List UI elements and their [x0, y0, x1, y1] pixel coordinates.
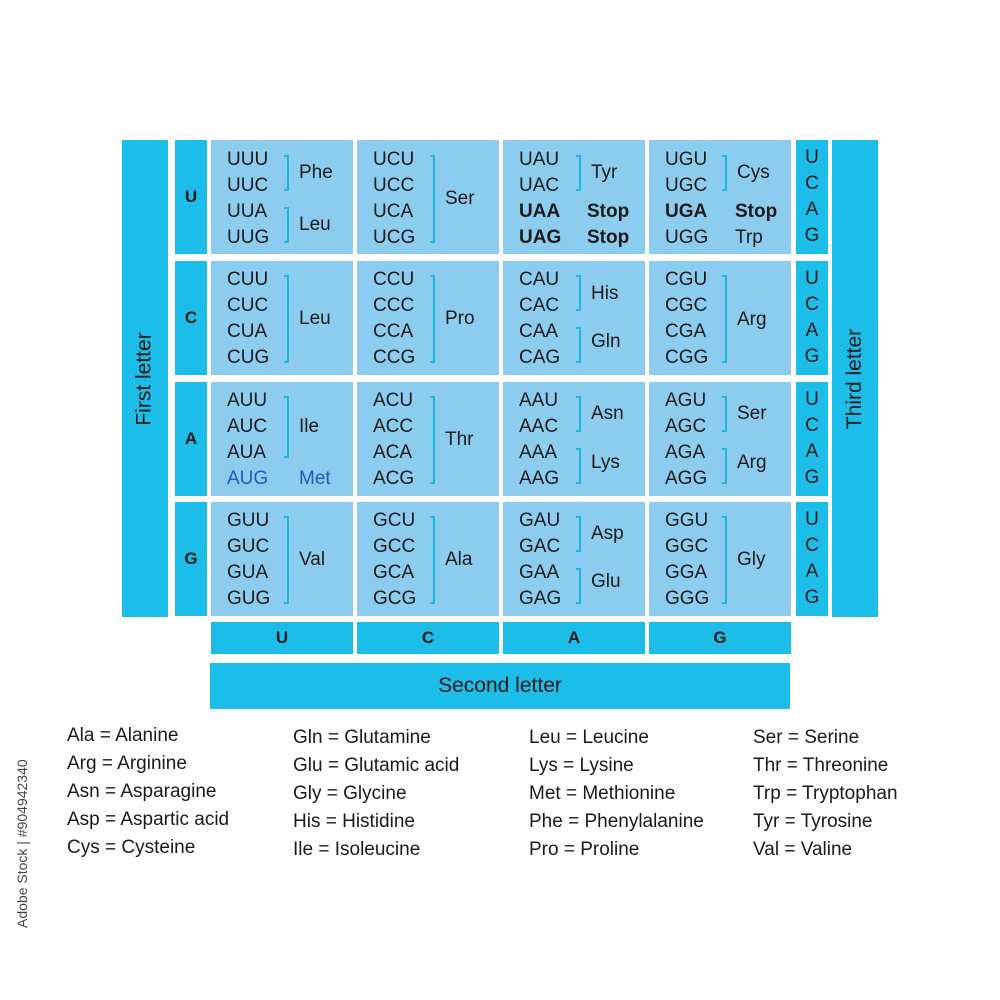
codon: GUG [227, 588, 271, 609]
codon: AGC [665, 416, 707, 437]
amino-acid: Arg [737, 309, 767, 330]
second-letter-g: G [649, 622, 791, 654]
codon: CAC [519, 295, 560, 316]
amino-acid: Ser [737, 403, 767, 424]
third-letter: A [805, 441, 819, 462]
codon: GAA [519, 562, 560, 583]
codon: UAC [519, 175, 560, 196]
bracket [284, 275, 289, 363]
codon-cell-uc [357, 140, 499, 254]
codon-cell-ga [503, 502, 645, 616]
bracket [576, 155, 581, 191]
stop-codon: UAG [519, 227, 562, 248]
stop-label: Stop [587, 227, 630, 248]
first-letter-u: U [175, 140, 207, 254]
legend-item: Val = Valine [753, 839, 853, 860]
codon-cell-gu [211, 502, 353, 616]
codon: UGU [665, 149, 708, 170]
legend-item: Asn = Asparagine [67, 781, 217, 802]
codon: AUA [227, 442, 267, 463]
legend-column-4 [753, 724, 898, 864]
amino-acid: Leu [299, 214, 331, 235]
codon: GGC [665, 536, 709, 557]
start-codon: AUG [227, 468, 269, 489]
codon: UUA [227, 201, 268, 222]
bracket [430, 396, 435, 484]
codon: ACA [373, 442, 413, 463]
codon: GCU [373, 510, 416, 531]
first-letter-bar [122, 140, 168, 617]
codon: AGA [665, 442, 706, 463]
codon: UGC [665, 175, 708, 196]
bracket [284, 516, 289, 604]
bracket [284, 396, 289, 458]
codon: ACC [373, 416, 414, 437]
legend-item: Thr = Threonine [753, 755, 889, 776]
amino-acid: Ile [299, 416, 320, 437]
legend-item: Trp = Tryptophan [753, 783, 898, 804]
amino-acid: Tyr [591, 162, 618, 183]
third-letter: G [804, 587, 820, 608]
amino-acid: Trp [735, 227, 763, 248]
second-letter-bar [210, 663, 790, 709]
codon: GAG [519, 588, 562, 609]
amino-acid: Asn [591, 403, 624, 424]
bracket [576, 568, 581, 604]
third-letter: C [805, 294, 819, 315]
codon: CCC [373, 295, 415, 316]
legend-item: Pro = Proline [529, 839, 640, 860]
bracket [576, 516, 581, 552]
codon-cell-ac [357, 382, 499, 496]
amino-acid: Lys [591, 452, 620, 473]
codon: CGA [665, 321, 707, 342]
legend-item: Cys = Cysteine [67, 837, 196, 858]
legend-column-3 [529, 724, 704, 864]
codon: UCG [373, 227, 416, 248]
codon: AAA [519, 442, 558, 463]
third-letter: A [805, 320, 819, 341]
legend-item: His = Histidine [293, 811, 415, 832]
bracket [722, 516, 727, 604]
bracket [576, 448, 581, 484]
bracket [430, 275, 435, 363]
amino-acid: Gly [737, 549, 766, 570]
codon: GUU [227, 510, 270, 531]
bracket [722, 155, 727, 191]
codon-cell-cu [211, 261, 353, 375]
codon: AGU [665, 390, 707, 411]
first-letter-a: A [175, 382, 207, 496]
codon-cell-ug [649, 140, 791, 254]
codon: UUG [227, 227, 270, 248]
codon-cell-aa [503, 382, 645, 496]
third-letter: C [805, 535, 819, 556]
codon: AAU [519, 390, 559, 411]
codon: UAU [519, 149, 560, 170]
codon: AAG [519, 468, 560, 489]
codon: CCA [373, 321, 414, 342]
codon-cell-gc [357, 502, 499, 616]
codon: GAU [519, 510, 561, 531]
third-letter: U [805, 268, 819, 289]
codon: AGG [665, 468, 708, 489]
codon: UUU [227, 149, 269, 170]
third-letter: A [805, 561, 819, 582]
amino-acid: Thr [445, 429, 474, 450]
codon: CAU [519, 269, 560, 290]
legend-item: Arg = Arginine [67, 753, 187, 774]
amino-acid: Ala [445, 549, 473, 570]
codon-cell-ua [503, 140, 645, 254]
third-letter-label: Third letter [843, 328, 866, 429]
codon: GAC [519, 536, 561, 557]
third-letter: U [805, 147, 819, 168]
third-letters-a [796, 382, 828, 496]
amino-acid: Asp [591, 523, 624, 544]
amino-acid: Cys [737, 162, 770, 183]
codon: GCA [373, 562, 415, 583]
legend-item: Asp = Aspartic acid [67, 809, 230, 830]
codon: AAC [519, 416, 559, 437]
codon: CGG [665, 347, 709, 368]
third-letter: A [805, 199, 819, 220]
codon: UCC [373, 175, 415, 196]
codon: GCG [373, 588, 417, 609]
codon: AUU [227, 390, 268, 411]
codon: AUC [227, 416, 268, 437]
codon: GUC [227, 536, 270, 557]
bracket [284, 207, 289, 243]
amino-acid: Phe [299, 162, 333, 183]
codon: ACG [373, 468, 415, 489]
codon: GGA [665, 562, 708, 583]
amino-acid: Arg [737, 452, 767, 473]
first-letter-g: G [175, 502, 207, 616]
amino-acid: Ser [445, 188, 475, 209]
codon: CCG [373, 347, 416, 368]
legend-item: Leu = Leucine [529, 727, 649, 748]
codon: ACU [373, 390, 414, 411]
bracket [722, 448, 727, 484]
bracket [722, 275, 727, 363]
bracket [576, 327, 581, 363]
codon: GCC [373, 536, 416, 557]
third-letters-u [796, 140, 828, 254]
codon: CUA [227, 321, 268, 342]
legend-item: Glu = Glutamic acid [293, 755, 460, 776]
codon: CGU [665, 269, 708, 290]
third-letter: U [805, 509, 819, 530]
codon-cell-uu [211, 140, 353, 254]
codon: UCU [373, 149, 415, 170]
amino-acid: Pro [445, 308, 475, 329]
amino-acid: Gln [591, 331, 621, 352]
codon-cell-ca [503, 261, 645, 375]
bracket [430, 516, 435, 604]
third-letters-c [796, 261, 828, 375]
amino-acid: Val [299, 549, 326, 570]
first-letter-label: First letter [133, 331, 156, 426]
third-letter: G [804, 225, 820, 246]
legend-item: Lys = Lysine [529, 755, 634, 776]
codon: CAG [519, 347, 561, 368]
codon-cell-cg [649, 261, 791, 375]
third-letter: C [805, 415, 819, 436]
codon: CUU [227, 269, 269, 290]
second-letter-a: A [503, 622, 645, 654]
codon: GUA [227, 562, 269, 583]
codon: UGG [665, 227, 709, 248]
stop-label: Stop [587, 201, 630, 222]
third-letters-g [796, 502, 828, 616]
codon: UUC [227, 175, 269, 196]
bracket [722, 396, 727, 432]
codon-cell-au [211, 382, 353, 496]
second-letter-label: Second letter [438, 674, 562, 697]
third-letter-bar [832, 140, 878, 617]
amino-acid: Leu [299, 308, 331, 329]
legend-item: Ser = Serine [753, 727, 860, 748]
legend-item: Gly = Glycine [293, 783, 407, 804]
amino-acid: His [591, 283, 619, 304]
third-letter: C [805, 173, 819, 194]
stock-watermark: Adobe Stock | #904942340 [14, 759, 30, 928]
codon: CAA [519, 321, 559, 342]
codon: CGC [665, 295, 708, 316]
legend-item: Ala = Alanine [67, 725, 179, 746]
codon: CUC [227, 295, 269, 316]
start-amino-acid: Met [299, 468, 331, 489]
legend-item: Phe = Phenylalanine [529, 811, 704, 832]
third-letter: G [804, 467, 820, 488]
bracket [576, 396, 581, 432]
stop-codon: UGA [665, 201, 708, 222]
legend-item: Gln = Glutamine [293, 727, 431, 748]
legend-column-2 [293, 724, 459, 864]
second-letter-u: U [211, 622, 353, 654]
first-letter-c: C [175, 261, 207, 375]
codon-cell-gg [649, 502, 791, 616]
bracket [430, 155, 435, 243]
codon-cell-ag [649, 382, 791, 496]
codon: UCA [373, 201, 414, 222]
third-letter: U [805, 389, 819, 410]
codon-cell-cc [357, 261, 499, 375]
stop-label: Stop [735, 201, 778, 222]
codon: GGG [665, 588, 710, 609]
second-letter-c: C [357, 622, 499, 654]
stop-codon: UAA [519, 201, 561, 222]
legend-item: Ile = Isoleucine [293, 839, 421, 860]
amino-acid: Glu [591, 571, 621, 592]
legend-item: Tyr = Tyrosine [753, 811, 873, 832]
codon: CCU [373, 269, 415, 290]
legend-item: Met = Methionine [529, 783, 676, 804]
bracket [284, 155, 289, 191]
legend-column-1 [67, 722, 229, 862]
codon: CUG [227, 347, 270, 368]
third-letter: G [804, 346, 820, 367]
codon: GGU [665, 510, 709, 531]
bracket [576, 275, 581, 311]
